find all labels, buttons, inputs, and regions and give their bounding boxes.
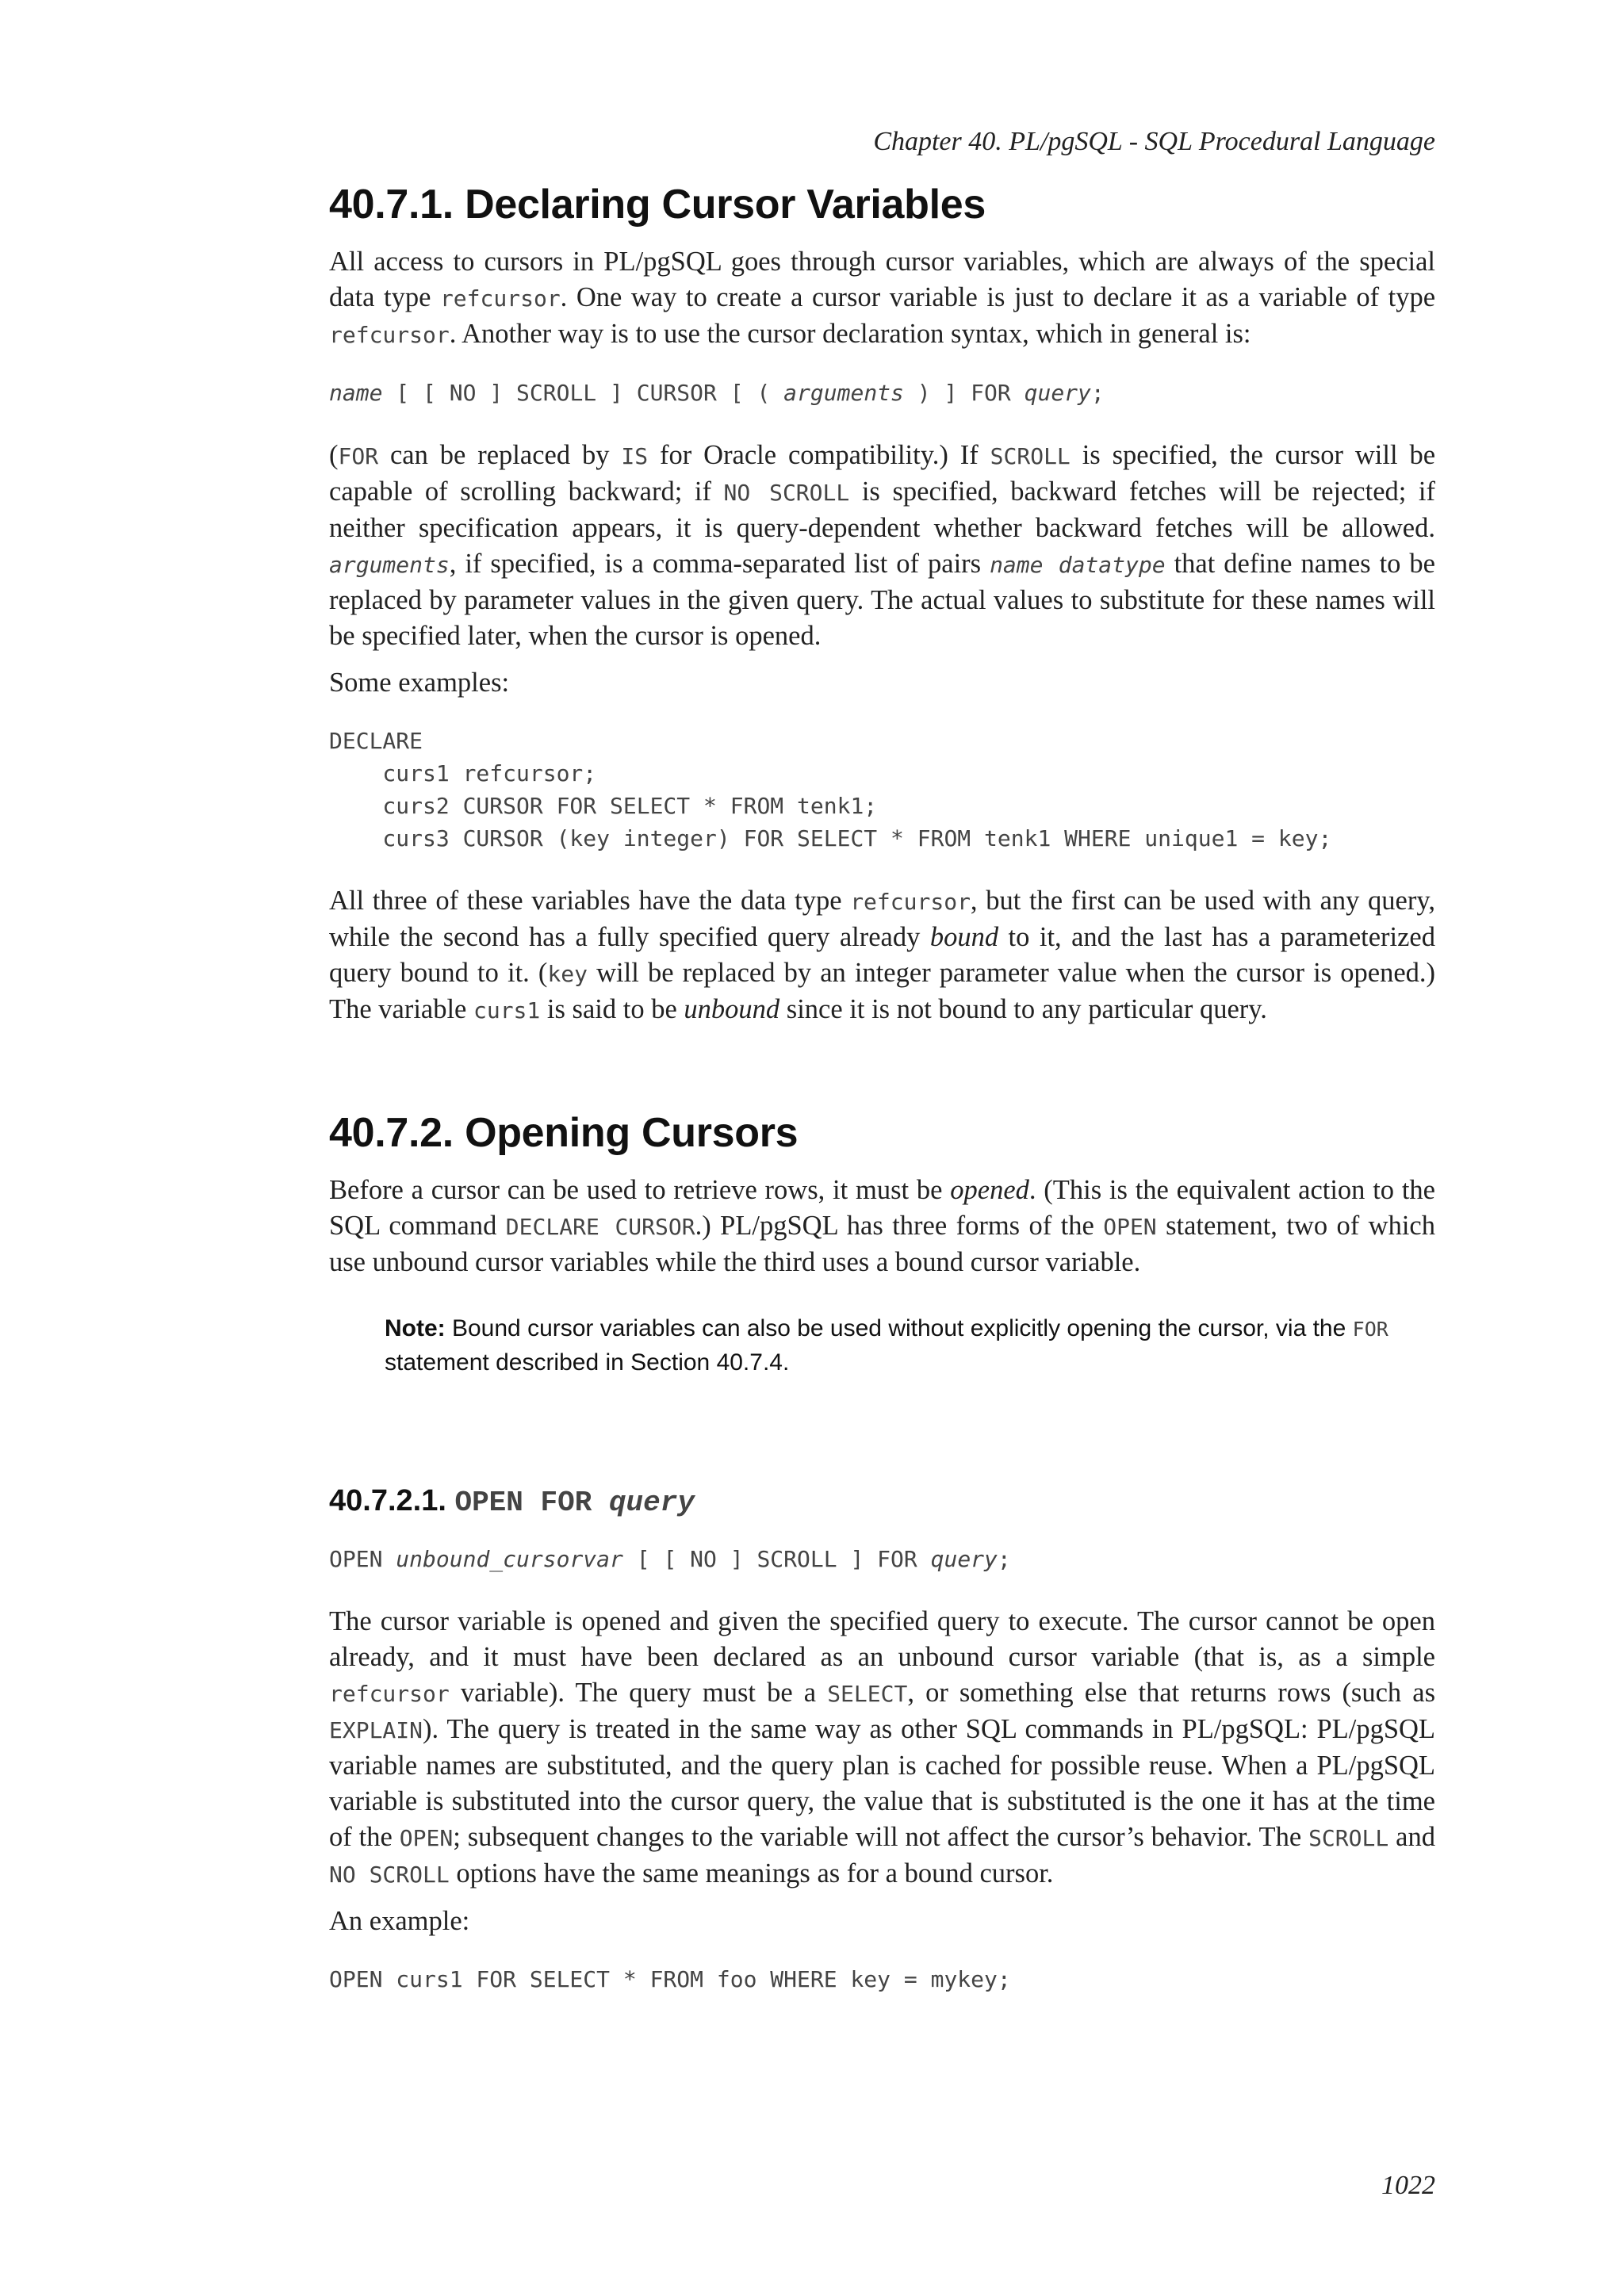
page-number: 1022: [1381, 2171, 1435, 2200]
cursor-declaration-syntax: name [ [ NO ] SCROLL ] CURSOR [ ( arguments ) ] FOR query;: [329, 380, 1105, 406]
paragraph-opening-intro: Before a cursor can be used to retrieve rows, it must be opened. (This is the equivalent action to the SQL command DECLARE CURSOR.) PL/pgSQL has three forms of the OPEN statement, two of which use unbound cursor variables while the third uses a bound cursor variable.: [329, 1175, 1435, 1277]
code-example-declare: DECLARE curs1 refcursor; curs2 CURSOR FOR SELECT * FROM tenk1; curs3 CURSOR (key integer) FOR SELECT * FROM tenk1 WHERE unique1 = key;: [329, 728, 1332, 851]
paragraph-an-example: An example:: [329, 1906, 470, 1936]
paragraph-open-for-description: The cursor variable is opened and given the specified query to execute. The cursor cannot be open already, and it must have been declared as an unbound cursor variable (that is, as a simple refcursor variable). The query must be a SELECT, or something else that returns rows (such as EXPLAIN). The query is treated in the same way as other SQL commands in PL/pgSQL: PL/pgSQL variable names are substituted, and the query plan is cached for possible reuse. When a PL/pgSQL variable is substituted into the cursor query, the value that is substituted is the one it has at the time of the OPEN; subsequent changes to the variable will not affect the cursor’s behavior. The SCROLL and NO SCROLL options have the same meanings as for a bound cursor.: [329, 1606, 1436, 1888]
paragraph-scroll-options: (FOR can be replaced by IS for Oracle compatibility.) If SCROLL is specified, the cursor will be capable of scrolling backward; if NO SCROLL is specified, backward fetches will be rejected; if neither specification appears, it is query-dependent whether backward fetches will be allowed. arguments, if specified, is a comma-separated list of pairs name datatype that define names to be replaced by parameter values in the given query. The actual values to substitute for these names will be specified later, when the cursor is opened.: [329, 440, 1436, 651]
open-for-syntax: OPEN unbound_cursorvar [ [ NO ] SCROLL ] FOR query;: [329, 1546, 1011, 1572]
subsection-heading-open-for-query: 40.7.2.1. OPEN FOR query: [329, 1484, 695, 1519]
note-label: Note:: [385, 1315, 446, 1341]
note-box: Note: Bound cursor variables can also be used without explicitly opening the cursor, via the FOR statement described in Section 40.7.4.: [385, 1315, 1388, 1376]
paragraph-bound-unbound: All three of these variables have the data type refcursor, but the first can be used with any query, while the second has a fully specified query already bound to it, and the last has a parameterized query bound to it. (key will be replaced by an integer parameter value when the cursor is opened.) The variable curs1 is said to be unbound since it is not bound to any particular query.: [329, 886, 1436, 1024]
code-example-open: OPEN curs1 FOR SELECT * FROM foo WHERE key = mykey;: [329, 1966, 1011, 1992]
paragraph-cursor-intro: All access to cursors in PL/pgSQL goes through cursor variables, which are always of the special data type refcursor. One way to create a cursor variable is just to declare it as a variable of type refcursor. Another way is to use the cursor declaration syntax, which in general is:: [329, 247, 1436, 349]
paragraph-some-examples: Some examples:: [329, 668, 510, 698]
section-heading-opening-cursors: 40.7.2. Opening Cursors: [329, 1110, 799, 1156]
section-heading-declaring-cursor-variables: 40.7.1. Declaring Cursor Variables: [329, 182, 986, 228]
running-header: Chapter 40. PL/pgSQL - SQL Procedural Language: [873, 127, 1435, 156]
page-content: [329, 181, 1435, 2024]
